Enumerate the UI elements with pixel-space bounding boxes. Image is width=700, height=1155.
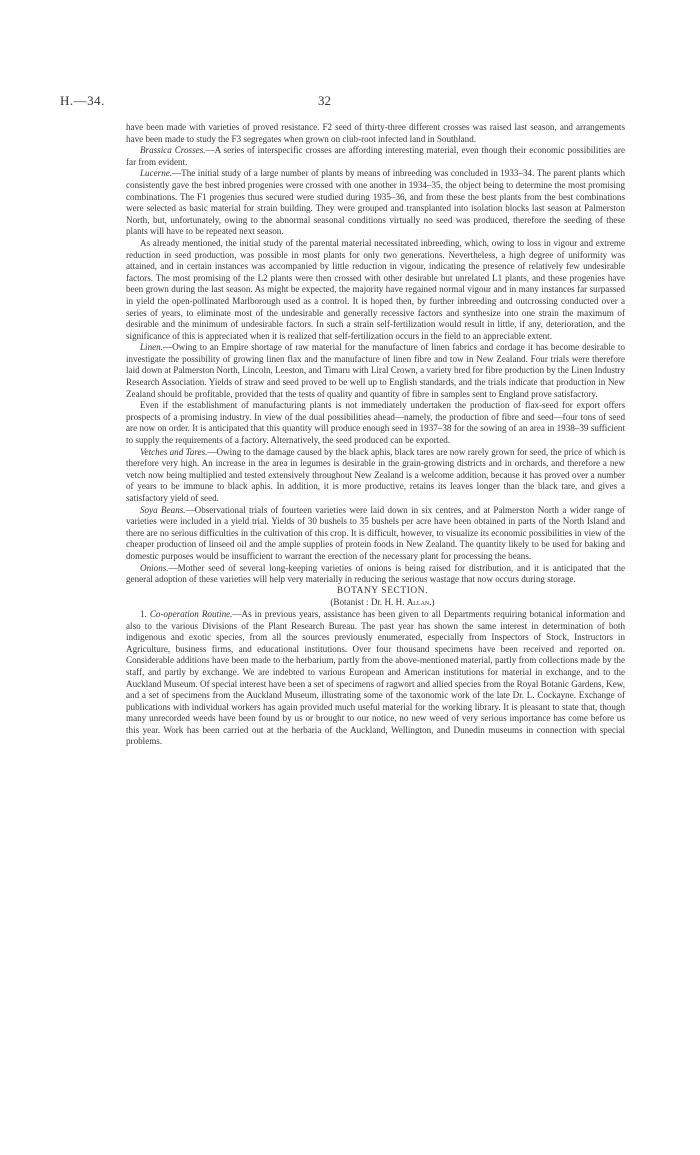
onions-paragraph: [126, 563, 625, 586]
intro-paragraph: have been made with varieties of proved resistance. F2 seed of thirty-three different crosses was raised last season, and arrangements have been made to study the F3 segregates when grown on club-root infected land in Southland.: [126, 122, 625, 144]
report-code: H.—34.: [60, 93, 105, 108]
page-body: [126, 122, 625, 748]
cooperation-paragraph: [126, 609, 625, 748]
onions-heading: Onions.: [140, 562, 169, 573]
linen-heading: Linen.: [140, 342, 163, 353]
botanist-surname: Allan: [406, 597, 430, 608]
cooperation-heading: Co-operation Routine.: [149, 608, 233, 619]
cooperation-number: 1.: [140, 608, 150, 619]
brassica-heading: Brassica Crosses.: [140, 145, 206, 156]
onions-text: —Mother seed of several long-keeping varieties of onions is being raised for distribution, and it is anticipated that the general adoption of these varieties will help very materially in reducing the serious wastage that now occurs during storage.: [126, 562, 625, 585]
vetches-text: —Owing to the damage caused by the black aphis, black tares are now rarely grown for seed, the price of which is therefore very high. An increase in the area in legumes is desirable in the grain-growing districts and in orchards, and therefore a new vetch now being multiplied and tested extensively throughout New Zealand is a welcome addition, because it has proved over a number of years to be immune to black aphis. In addition, it is more productive, retains its leaves longer than the black tare, and gives a satisfactory yield of seed.: [126, 446, 625, 503]
botanist-line: [126, 597, 625, 609]
soya-text: —Observational trials of fourteen varieties were laid down in six centres, and at Palmerston North a wider range of varieties were included in a yield trial. Yields of 30 bushels to 35 bushels per acre have been obtained in parts of the North Island and there are no serious difficulties in the cultivation of this crop. It is difficult, however, to visualize its economic possibilities in view of the cheaper production of linseed oil and the ample supplies of protein foods in New Zealand. The quantity likely to be used for baking and domestic purposes would be insufficient to warrant the erection of the necessary plant for processing the beans.: [126, 504, 625, 561]
lucerne-paragraph: [126, 168, 625, 238]
lucerne-heading: Lucerne.: [140, 168, 173, 179]
vetches-heading: Vetches and Tares.: [140, 446, 208, 457]
vetches-paragraph: [126, 447, 625, 505]
cooperation-text: —As in previous years, assistance has been given to all Departments requiring botanical information and also to the various Divisions of the Plant Research Bureau. The past year has shown the same interest in determination of both indigenous and exotic species, from all the sources previously enumerated, especially from Inspectors of Stock, Instructors in Agriculture, business firms, and educational institutions. Over four thousand specimens have been received and reported on. Considerable additions have been made to the herbarium, partly from the above-mentioned material, partly from collections made by the staff, and partly by exchange. We are indebted to various European and American institutions for material in exchange, and to the Auckland Museum. Of special interest have been a set of specimens of ragwort and allied species from the Royal Botanic Gardens, Kew, and a set of specimens from the Auckland Museum, illustrating some of the taxonomic work of the late Dr. L. Cockayne. Exchange of publications with individual workers has again provided much useful material for the working library. It is pleasant to state that, though many unrecorded weeds have been found by us or brought to our notice, no new weed of very serious importance has come before us this year. Work has been carried out at the herbaria of the Auckland, Wellington, and Dunedin museums in connection with special problems.: [126, 608, 625, 747]
lucerne-text: —The initial study of a large number of plants by means of inbreeding was concluded in 1933–34. The parent plants which consistently gave the best inbred progenies were crossed with one another in 1934–35, the object being to determine the most promising combinations. The F1 progenies thus secured were studied during 1935–36, and from these the best plants from the best combinations were selected as basic material for strain building. They were grouped and transplanted into isolation blocks last season at Palmerston North, but, unfortunately, owing to the abnormal seasonal conditions virtually no seed was produced, therefore the seeding of these plants will have to be repeated next season.: [126, 168, 625, 237]
soya-heading: Soya Beans.: [140, 504, 186, 515]
brassica-paragraph: [126, 145, 625, 168]
botanist-prefix: (Botanist : Dr. H. H.: [330, 597, 407, 608]
linen-text: —Owing to an Empire shortage of raw material for the manufacture of linen fabrics and cordage it has become desirable to investigate the possibility of growing linen flax and the manufacture of linen fibre and tow in New Zealand. Four trials were therefore laid down at Palmerston North, Lincoln, Leeston, and Timaru with Liral Crown, a variety bred for fibre production by the Linen Industry Research Association. Yields of straw and seed proved to be well up to English standards, and the trials indicate that production in New Zealand should be profitable, provided that the tests of quality and quantity of fibre in samples sent to England prove satisfactory.: [126, 342, 625, 399]
brassica-text: —A series of interspecific crosses are affording interesting material, even though their economic possibilities are far from evident.: [126, 145, 625, 167]
page-number: 32: [318, 93, 331, 108]
soya-paragraph: [126, 505, 625, 563]
inbreeding-paragraph: As already mentioned, the initial study of the parental material necessitated inbreeding, which, owing to loss in vigour and extreme reduction in seed production, was possible in most plants for only two generations. Nevertheless, a high degree of uniformity was attained, and in certain instances was accompanied by little reduction in vigour, indicating the presence of relatively few undesirable factors. The most promising of the L2 plants were then crossed with other desirable but unrelated L1 plants, and these progenies have been grown during the last season. As might be expected, the majority have regained normal vigour and in many instances far surpassed in yield the open-pollinated Marlborough used as a control. It is hoped then, by further inbreeding and outcrossing conducted over a series of years, to eliminate most of the undesirable and generally recessive factors and synthesize into one strain the maximum of desirable and the minimum of undesirable factors. In such a strain self-fertilization would result in little, if any, deterioration, and the significance of this is appreciated when it is realized that self-fertilization occurs in the field to an appreciable extent.: [126, 237, 625, 341]
linen-paragraph: [126, 342, 625, 400]
botanist-suffix: .): [429, 597, 435, 608]
botany-section-title: BOTANY SECTION.: [336, 585, 429, 596]
flax-paragraph: Even if the establishment of manufacturing plants is not immediately undertaken the production of flax-seed for export offers prospects of a promising industry. In view of the dual possibilities ahead—namely, the production of fibre and seed—four tons of seed are now on order. It is anticipated that this quantity will produce enough seed in 1937–38 for the sowing of an area in 1938–39 sufficient to supply the requirements of a factory. Alternatively, the seed produced can be exported.: [126, 400, 625, 446]
